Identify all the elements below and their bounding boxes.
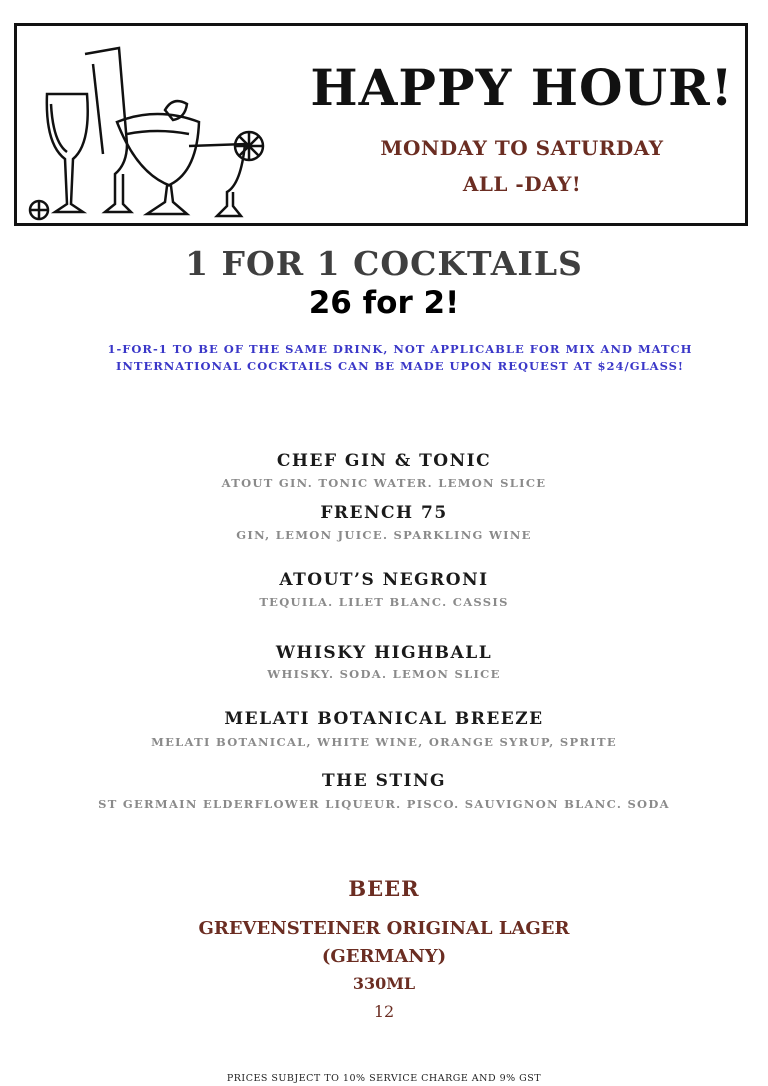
drink-description: MELATI BOTANICAL, WHITE WINE, ORANGE SYRUP, SPRITE [151,735,617,749]
drink-name: FRENCH 75 [320,503,448,523]
schedule-days: MONDAY TO SATURDAY [380,136,664,160]
beer-origin: (GERMANY) [321,946,447,967]
promo-title: 1 FOR 1 COCKTAILS [185,244,583,283]
cocktail-glasses-illustration [27,34,267,224]
schedule-hours: ALL -DAY! [462,172,582,196]
drink-description: ATOUT GIN. TONIC WATER. LEMON SLICE [221,476,547,490]
drink-name: ATOUT’S NEGRONI [279,570,489,590]
drink-description: WHISKY. SODA. LEMON SLICE [267,667,501,681]
drink-name: THE STING [321,771,447,791]
beer-price: 12 [373,1002,395,1021]
promo-note-line1: 1-FOR-1 TO BE OF THE SAME DRINK, NOT APPLICABLE FOR MIX AND MATCH [107,342,693,356]
beer-section-title: BEER [348,876,420,901]
price-disclaimer: PRICES SUBJECT TO 10% SERVICE CHARGE AND 9% GST [226,1073,542,1084]
drink-description: TEQUILA. LILET BLANC. CASSIS [259,595,509,609]
promo-note-line2: INTERNATIONAL COCKTAILS CAN BE MADE UPON REQUEST AT $24/GLASS! [116,359,684,373]
drink-description: ST GERMAIN ELDERFLOWER LIQUEUR. PISCO. SAUVIGNON BLANC. SODA [98,797,670,811]
drink-name: CHEF GIN & TONIC [276,451,492,471]
drink-name: MELATI BOTANICAL BREEZE [224,709,544,729]
page-title: HAPPY HOUR! [310,58,734,117]
header-banner [14,23,748,226]
promo-price: 26 for 2! [308,285,460,321]
drink-name: WHISKY HIGHBALL [275,643,493,663]
drink-description: GIN, LEMON JUICE. SPARKLING WINE [236,528,532,542]
beer-volume: 330ML [352,974,416,993]
beer-name: GREVENSTEINER ORIGINAL LAGER [198,918,570,939]
